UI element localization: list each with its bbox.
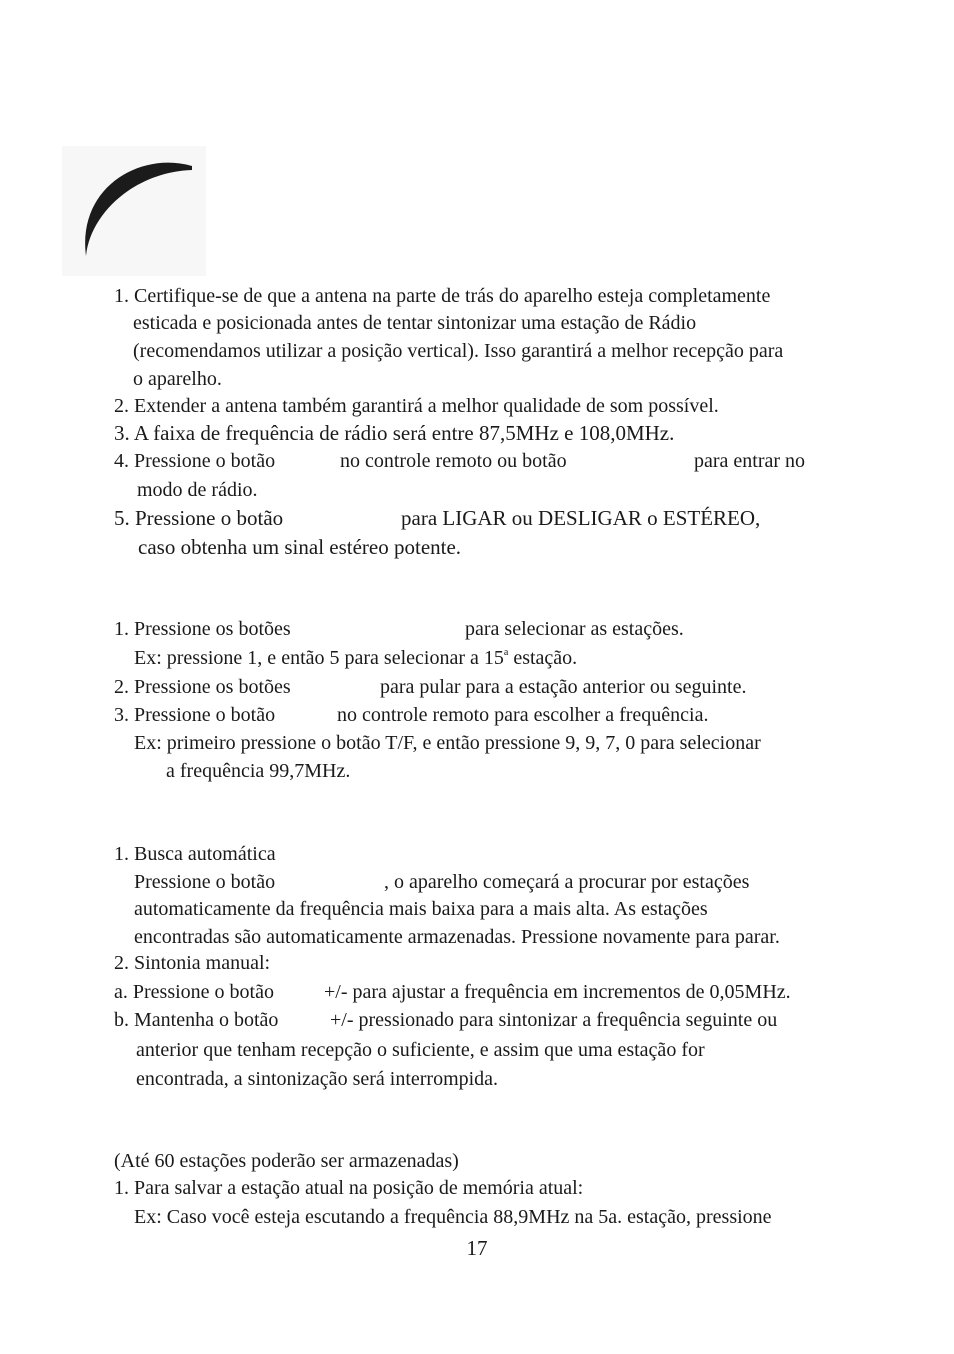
superscript: a [503,647,509,658]
text-line: Ex: Caso você esteja escutando a frequência 88,9MHz na 5a. estação, pressione [134,1206,772,1228]
text-line: 2. Sintonia manual: [114,952,271,974]
text-line: Ex: primeiro pressione o botão T/F, e então pressione 9, 9, 7, 0 para selecionar [134,732,761,754]
text-line: anterior que tenham recepção o suficiente, e assim que uma estação for [136,1039,705,1061]
text-line: 3. A faixa de frequência de rádio será entre 87,5MHz e 108,0MHz. [114,421,675,445]
text-segment: a. Pressione o botão [114,981,274,1003]
text-segment: Ex: pressione 1, e então 5 para selecionar a 15 [134,647,504,669]
text-line [114,506,834,530]
text-line: o aparelho. [133,368,222,390]
text-line: 1. Busca automática [114,843,276,865]
text-segment: +/- para ajustar a frequência em incrementos de 0,05MHz. [324,981,791,1003]
text-line [114,617,754,641]
text-line: esticada e posicionada antes de tentar sintonizar uma estação de Rádio [133,312,697,334]
text-line: encontrada, a sintonização será interrompida. [136,1068,499,1090]
text-line: (recomendamos utilizar a posição vertical). Isso garantirá a melhor recepção para [133,340,784,362]
text-line: automaticamente da frequência mais baixa para a mais alta. As estações [134,898,708,920]
text-line [134,870,834,894]
text-segment: 1. Pressione os botões [114,618,291,640]
text-line [114,675,814,699]
text-line: 1. Certifique-se de que a antena na parte de trás do aparelho esteja completamente [114,285,771,307]
text-segment: no controle remoto para escolher a frequência. [337,704,709,726]
text-line: a frequência 99,7MHz. [166,760,351,782]
text-segment: para pular para a estação anterior ou seguinte. [380,676,747,698]
text-segment: 3. Pressione o botão [114,704,276,726]
page-number: 17 [466,1236,488,1260]
text-segment: 5. Pressione o botão [114,506,284,530]
text-line: modo de rádio. [137,479,258,501]
text-line [134,646,577,670]
text-line: encontradas são automaticamente armazenadas. Pressione novamente para parar. [134,926,780,948]
text-line: caso obtenha um sinal estéreo potente. [138,535,462,559]
text-segment: 4. Pressione o botão [114,450,276,472]
text-line [114,449,834,473]
text-segment: b. Mantenha o botão [114,1009,279,1031]
decorative-arc-logo [62,146,206,276]
text-segment: 2. Pressione os botões [114,676,291,698]
text-segment: +/- pressionado para sintonizar a frequência seguinte ou [330,1009,778,1031]
text-segment: para entrar no [694,450,806,472]
text-line [114,1008,844,1032]
text-line [114,980,844,1004]
text-segment: no controle remoto ou botão [340,450,567,472]
text-segment: , o aparelho começará a procurar por estações [384,871,750,893]
text-line: 2. Extender a antena também garantirá a melhor qualidade de som possível. [114,395,719,417]
text-line [114,703,814,727]
text-segment: para LIGAR ou DESLIGAR o ESTÉREO, [401,506,761,530]
text-segment: Pressione o botão [134,871,276,893]
text-line: (Até 60 estações poderão ser armazenadas) [114,1150,459,1172]
text-segment: para selecionar as estações. [465,618,684,640]
text-line: 1. Para salvar a estação atual na posição de memória atual: [114,1177,584,1199]
text-segment: estação. [508,647,578,669]
